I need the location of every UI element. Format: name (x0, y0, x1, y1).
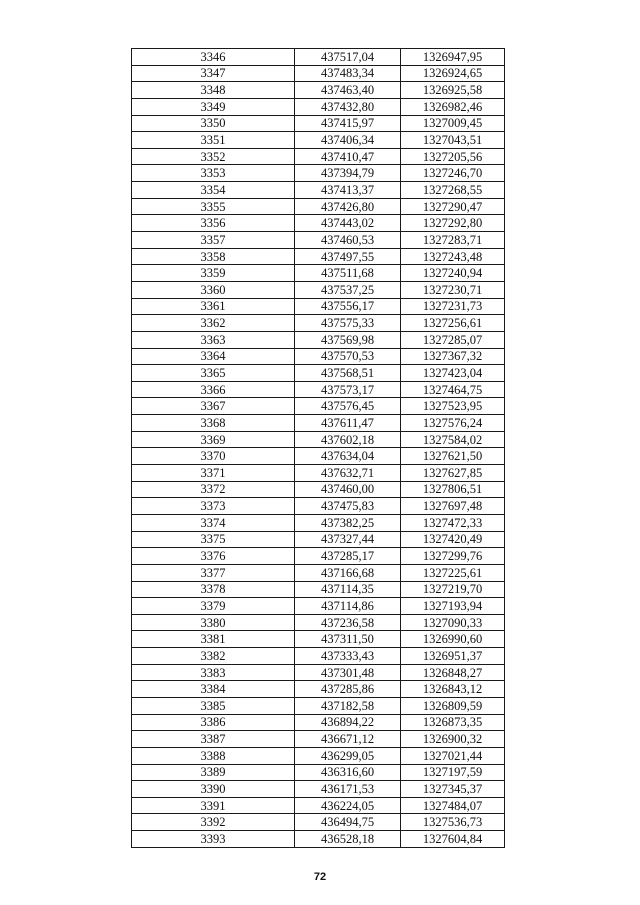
point-number-cell: 3377 (132, 564, 295, 581)
table-row (132, 65, 505, 82)
x-coordinate-cell: 437432,80 (295, 98, 401, 115)
y-coordinate-cell: 1327367,32 (401, 348, 505, 365)
y-coordinate-cell: 1327423,04 (401, 365, 505, 382)
page-number: 72 (313, 871, 327, 883)
coordinates-table-body (132, 49, 505, 848)
y-coordinate-cell: 1327230,71 (401, 281, 505, 298)
x-coordinate-cell: 437236,58 (295, 614, 401, 631)
point-number-cell: 3356 (132, 215, 295, 232)
x-coordinate-cell: 437426,80 (295, 198, 401, 215)
table-row (132, 148, 505, 165)
y-coordinate-cell: 1327283,71 (401, 232, 505, 249)
table-row (132, 365, 505, 382)
y-coordinate-cell: 1326873,35 (401, 714, 505, 731)
y-coordinate-cell: 1327536,73 (401, 814, 505, 831)
x-coordinate-cell: 437575,33 (295, 315, 401, 332)
point-number-cell: 3360 (132, 281, 295, 298)
y-coordinate-cell: 1327464,75 (401, 381, 505, 398)
x-coordinate-cell: 437463,40 (295, 82, 401, 99)
x-coordinate-cell: 437285,86 (295, 681, 401, 698)
table-row (132, 465, 505, 482)
point-number-cell: 3381 (132, 631, 295, 648)
y-coordinate-cell: 1326925,58 (401, 82, 505, 99)
y-coordinate-cell: 1327697,48 (401, 498, 505, 515)
table-row (132, 731, 505, 748)
x-coordinate-cell: 437114,86 (295, 598, 401, 615)
x-coordinate-cell: 437394,79 (295, 165, 401, 182)
point-number-cell: 3369 (132, 431, 295, 448)
y-coordinate-cell: 1327009,45 (401, 115, 505, 132)
point-number-cell: 3350 (132, 115, 295, 132)
table-row (132, 298, 505, 315)
x-coordinate-cell: 437285,17 (295, 548, 401, 565)
y-coordinate-cell: 1327246,70 (401, 165, 505, 182)
table-row (132, 331, 505, 348)
table-row (132, 398, 505, 415)
y-coordinate-cell: 1327240,94 (401, 265, 505, 282)
y-coordinate-cell: 1327219,70 (401, 581, 505, 598)
y-coordinate-cell: 1326924,65 (401, 65, 505, 82)
point-number-cell: 3363 (132, 331, 295, 348)
table-row (132, 481, 505, 498)
point-number-cell: 3354 (132, 182, 295, 199)
table-row (132, 598, 505, 615)
x-coordinate-cell: 436528,18 (295, 831, 401, 848)
point-number-cell: 3351 (132, 132, 295, 149)
point-number-cell: 3367 (132, 398, 295, 415)
x-coordinate-cell: 437460,53 (295, 232, 401, 249)
y-coordinate-cell: 1326809,59 (401, 697, 505, 714)
point-number-cell: 3349 (132, 98, 295, 115)
y-coordinate-cell: 1327090,33 (401, 614, 505, 631)
point-number-cell: 3383 (132, 664, 295, 681)
x-coordinate-cell: 436299,05 (295, 747, 401, 764)
point-number-cell: 3362 (132, 315, 295, 332)
point-number-cell: 3387 (132, 731, 295, 748)
point-number-cell: 3374 (132, 514, 295, 531)
table-row (132, 98, 505, 115)
point-number-cell: 3352 (132, 148, 295, 165)
x-coordinate-cell: 437166,68 (295, 564, 401, 581)
table-row (132, 514, 505, 531)
x-coordinate-cell: 437182,58 (295, 697, 401, 714)
table-row (132, 232, 505, 249)
point-number-cell: 3376 (132, 548, 295, 565)
x-coordinate-cell: 436171,53 (295, 781, 401, 798)
y-coordinate-cell: 1327231,73 (401, 298, 505, 315)
point-number-cell: 3384 (132, 681, 295, 698)
y-coordinate-cell: 1327292,80 (401, 215, 505, 232)
coordinates-table (131, 48, 505, 848)
point-number-cell: 3365 (132, 365, 295, 382)
y-coordinate-cell: 1326982,46 (401, 98, 505, 115)
x-coordinate-cell: 437634,04 (295, 448, 401, 465)
table-row (132, 764, 505, 781)
x-coordinate-cell: 437517,04 (295, 49, 401, 66)
table-row (132, 681, 505, 698)
x-coordinate-cell: 437460,00 (295, 481, 401, 498)
table-row (132, 415, 505, 432)
x-coordinate-cell: 436224,05 (295, 797, 401, 814)
y-coordinate-cell: 1327806,51 (401, 481, 505, 498)
y-coordinate-cell: 1326843,12 (401, 681, 505, 698)
x-coordinate-cell: 437632,71 (295, 465, 401, 482)
x-coordinate-cell: 437483,34 (295, 65, 401, 82)
table-row (132, 182, 505, 199)
point-number-cell: 3348 (132, 82, 295, 99)
table-row (132, 631, 505, 648)
x-coordinate-cell: 437443,02 (295, 215, 401, 232)
table-row (132, 831, 505, 848)
y-coordinate-cell: 1327584,02 (401, 431, 505, 448)
table-row (132, 165, 505, 182)
point-number-cell: 3361 (132, 298, 295, 315)
y-coordinate-cell: 1327621,50 (401, 448, 505, 465)
y-coordinate-cell: 1326900,32 (401, 731, 505, 748)
point-number-cell: 3382 (132, 648, 295, 665)
table-row (132, 265, 505, 282)
y-coordinate-cell: 1327420,49 (401, 531, 505, 548)
table-row (132, 381, 505, 398)
x-coordinate-cell: 437611,47 (295, 415, 401, 432)
x-coordinate-cell: 437576,45 (295, 398, 401, 415)
y-coordinate-cell: 1327021,44 (401, 747, 505, 764)
x-coordinate-cell: 436894,22 (295, 714, 401, 731)
table-row (132, 548, 505, 565)
point-number-cell: 3346 (132, 49, 295, 66)
table-row (132, 115, 505, 132)
point-number-cell: 3390 (132, 781, 295, 798)
x-coordinate-cell: 437602,18 (295, 431, 401, 448)
point-number-cell: 3355 (132, 198, 295, 215)
table-row (132, 498, 505, 515)
x-coordinate-cell: 437475,83 (295, 498, 401, 515)
y-coordinate-cell: 1327197,59 (401, 764, 505, 781)
x-coordinate-cell: 437415,97 (295, 115, 401, 132)
y-coordinate-cell: 1327043,51 (401, 132, 505, 149)
y-coordinate-cell: 1326848,27 (401, 664, 505, 681)
x-coordinate-cell: 437406,34 (295, 132, 401, 149)
y-coordinate-cell: 1327523,95 (401, 398, 505, 415)
table-row (132, 797, 505, 814)
y-coordinate-cell: 1327268,55 (401, 182, 505, 199)
y-coordinate-cell: 1327290,47 (401, 198, 505, 215)
x-coordinate-cell: 437497,55 (295, 248, 401, 265)
point-number-cell: 3392 (132, 814, 295, 831)
point-number-cell: 3385 (132, 697, 295, 714)
y-coordinate-cell: 1327576,24 (401, 415, 505, 432)
y-coordinate-cell: 1327299,76 (401, 548, 505, 565)
point-number-cell: 3375 (132, 531, 295, 548)
x-coordinate-cell: 436316,60 (295, 764, 401, 781)
table-row (132, 348, 505, 365)
point-number-cell: 3373 (132, 498, 295, 515)
y-coordinate-cell: 1327205,56 (401, 148, 505, 165)
y-coordinate-cell: 1326947,95 (401, 49, 505, 66)
table-row (132, 697, 505, 714)
x-coordinate-cell: 437568,51 (295, 365, 401, 382)
x-coordinate-cell: 437382,25 (295, 514, 401, 531)
table-row (132, 448, 505, 465)
table-row (132, 648, 505, 665)
x-coordinate-cell: 437333,43 (295, 648, 401, 665)
x-coordinate-cell: 437570,53 (295, 348, 401, 365)
point-number-cell: 3364 (132, 348, 295, 365)
y-coordinate-cell: 1327256,61 (401, 315, 505, 332)
y-coordinate-cell: 1326990,60 (401, 631, 505, 648)
table-row (132, 49, 505, 66)
point-number-cell: 3386 (132, 714, 295, 731)
table-row (132, 281, 505, 298)
y-coordinate-cell: 1327285,07 (401, 331, 505, 348)
x-coordinate-cell: 436671,12 (295, 731, 401, 748)
table-row (132, 714, 505, 731)
x-coordinate-cell: 437410,47 (295, 148, 401, 165)
x-coordinate-cell: 437301,48 (295, 664, 401, 681)
point-number-cell: 3393 (132, 831, 295, 848)
point-number-cell: 3370 (132, 448, 295, 465)
y-coordinate-cell: 1327225,61 (401, 564, 505, 581)
point-number-cell: 3378 (132, 581, 295, 598)
table-row (132, 531, 505, 548)
point-number-cell: 3359 (132, 265, 295, 282)
table-row (132, 215, 505, 232)
x-coordinate-cell: 437511,68 (295, 265, 401, 282)
point-number-cell: 3353 (132, 165, 295, 182)
point-number-cell: 3366 (132, 381, 295, 398)
x-coordinate-cell: 437556,17 (295, 298, 401, 315)
table-row (132, 581, 505, 598)
point-number-cell: 3372 (132, 481, 295, 498)
point-number-cell: 3391 (132, 797, 295, 814)
table-row (132, 664, 505, 681)
y-coordinate-cell: 1327604,84 (401, 831, 505, 848)
point-number-cell: 3389 (132, 764, 295, 781)
table-row (132, 198, 505, 215)
x-coordinate-cell: 437327,44 (295, 531, 401, 548)
y-coordinate-cell: 1327627,85 (401, 465, 505, 482)
table-row (132, 747, 505, 764)
x-coordinate-cell: 436494,75 (295, 814, 401, 831)
y-coordinate-cell: 1327345,37 (401, 781, 505, 798)
x-coordinate-cell: 437537,25 (295, 281, 401, 298)
point-number-cell: 3368 (132, 415, 295, 432)
point-number-cell: 3347 (132, 65, 295, 82)
x-coordinate-cell: 437573,17 (295, 381, 401, 398)
point-number-cell: 3388 (132, 747, 295, 764)
y-coordinate-cell: 1327484,07 (401, 797, 505, 814)
x-coordinate-cell: 437311,50 (295, 631, 401, 648)
y-coordinate-cell: 1327193,94 (401, 598, 505, 615)
x-coordinate-cell: 437114,35 (295, 581, 401, 598)
table-row (132, 614, 505, 631)
y-coordinate-cell: 1327472,33 (401, 514, 505, 531)
y-coordinate-cell: 1326951,37 (401, 648, 505, 665)
table-row (132, 564, 505, 581)
table-row (132, 82, 505, 99)
table-row (132, 431, 505, 448)
point-number-cell: 3371 (132, 465, 295, 482)
table-row (132, 132, 505, 149)
x-coordinate-cell: 437413,37 (295, 182, 401, 199)
point-number-cell: 3380 (132, 614, 295, 631)
table-row (132, 781, 505, 798)
table-row (132, 248, 505, 265)
table-row (132, 315, 505, 332)
y-coordinate-cell: 1327243,48 (401, 248, 505, 265)
point-number-cell: 3379 (132, 598, 295, 615)
point-number-cell: 3358 (132, 248, 295, 265)
point-number-cell: 3357 (132, 232, 295, 249)
x-coordinate-cell: 437569,98 (295, 331, 401, 348)
table-row (132, 814, 505, 831)
